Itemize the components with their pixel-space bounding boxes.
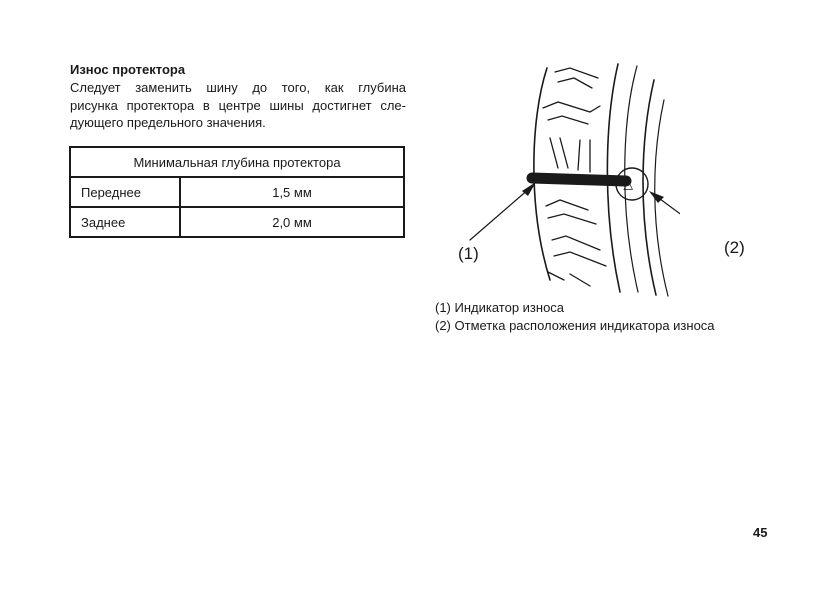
wear-indicator-band <box>532 178 626 181</box>
table-header-row <box>70 147 404 177</box>
paragraph-line: Следует заменить шину до того, как глубина <box>70 80 406 95</box>
figure-legend <box>435 299 715 335</box>
section-heading: Износ протектора <box>70 62 186 77</box>
legend-item: (2) Отметка расположения индикатора износа <box>435 318 715 333</box>
legend-item: (1) Индикатор износа <box>435 300 565 315</box>
tire-wear-illustration <box>440 60 680 300</box>
table-row <box>70 177 404 207</box>
section-paragraph <box>70 79 406 132</box>
callout-2: (2) <box>724 238 745 257</box>
table-row-label: Заднее <box>70 207 180 237</box>
page-number: 45 <box>753 525 768 540</box>
leader-arrowhead-2 <box>649 191 664 203</box>
leader-arrow-2 <box>656 196 680 242</box>
leader-arrow-1 <box>470 188 530 240</box>
paragraph-line: дующего предельного значения. <box>70 115 266 130</box>
callout-1: (1) <box>458 244 479 263</box>
rim-line <box>643 80 656 295</box>
tread-depth-table <box>69 146 405 238</box>
paragraph-line: рисунка протектора в центре шины достигнет сле- <box>70 97 406 113</box>
table-row-label: Переднее <box>70 177 180 207</box>
table-row-value: 2,0 мм <box>180 207 404 237</box>
table-header-cell: Минимальная глубина протектора <box>70 147 404 177</box>
indicator-triangle-icon: ▲ <box>624 178 633 191</box>
table-row <box>70 207 404 237</box>
table-row-value: 1,5 мм <box>180 177 404 207</box>
